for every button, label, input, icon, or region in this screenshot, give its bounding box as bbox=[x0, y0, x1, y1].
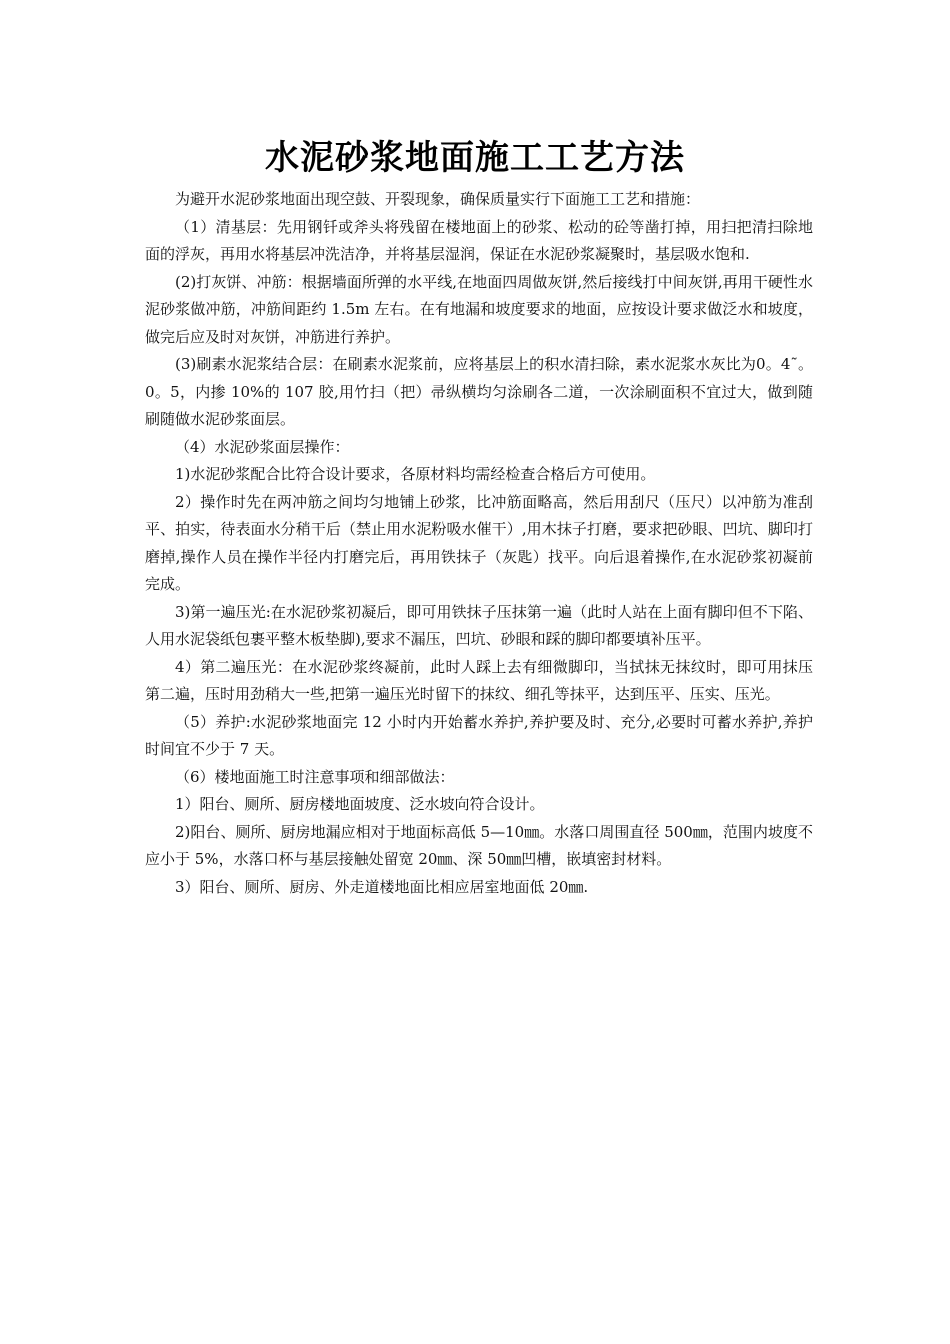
document-body bbox=[145, 186, 813, 901]
paragraph-bonding-layer: (3)刷素水泥浆结合层：在刷素水泥浆前，应将基层上的积水清扫除，素水泥浆水灰比为0。4˜。0。5，内掺 10%的 107 胶,用竹扫（把）帚纵横均匀涂刷各二道，一次涂刷面积不宜过大，做到随刷随做水泥砂浆面层。 bbox=[145, 355, 813, 428]
paragraph-second-troweling: 4）第二遍压光：在水泥砂浆终凝前，此时人踩上去有细微脚印，当拭抹无抹纹时，即可用抹压第二遍，压时用劲稍大一些,把第一遍压光时留下的抹纹、细孔等抹平，达到压平、压实、压光。 bbox=[145, 657, 813, 703]
document-title: 水泥砂浆地面施工工艺方法 bbox=[265, 138, 685, 178]
paragraph-curing: （5）养护:水泥砂浆地面完 12 小时内开始蓄水养护,养护要及时、充分,必要时可蓄水养护,养护时间宜不少于 7 天。 bbox=[145, 712, 813, 758]
paragraph-intro: 为避开水泥砂浆地面出现空鼓、开裂现象，确保质量实行下面施工工艺和措施： bbox=[175, 190, 701, 208]
paragraph-first-troweling: 3)第一遍压光:在水泥砂浆初凝后，即可用铁抹子压抹第一遍（此时人站在上面有脚印但不下陷、人用水泥袋纸包裹平整木板垫脚),要求不漏压，凹坑、砂眼和踩的脚印都要填补压平。 bbox=[145, 602, 813, 648]
paragraph-notes-heading: （6）楼地面施工时注意事项和细部做法： bbox=[175, 767, 455, 786]
paragraph-level-difference: 3）阳台、厕所、厨房、外走道楼地面比相应居室地面低 20㎜. bbox=[175, 877, 589, 896]
paragraph-clean-base: （1）清基层：先用钢钎或斧头将残留在楼地面上的砂浆、松动的砼等凿打掉，用扫把清扫除地面的浮灰，再用水将基层冲洗洁净，并将基层湿润，保证在水泥砂浆凝聚时，基层吸水饱和. bbox=[145, 217, 813, 263]
paragraph-mix-ratio: 1)水泥砂浆配合比符合设计要求，各原材料均需经检查合格后方可使用。 bbox=[175, 465, 656, 483]
paragraph-spreading: 2）操作时先在两冲筋之间均匀地铺上砂浆，比冲筋面略高，然后用刮尺（压尺）以冲筋为准刮平、拍实，待表面水分稍干后（禁止用水泥粉吸水催干）,用木抹子打磨，要求把砂眼、凹坑、脚印打磨掉,操作人员在操作半径内打磨完后，再用铁抹子（灰匙）找平。向后退着操作,在水泥砂浆初凝前完成。 bbox=[145, 492, 813, 593]
paragraph-slope: 1）阳台、厕所、厨房楼地面坡度、泛水坡向符合设计。 bbox=[175, 795, 545, 813]
paragraph-surface-operation-heading: （4）水泥砂浆面层操作： bbox=[175, 437, 350, 456]
paragraph-screed-marks: (2)打灰饼、冲筋：根据墙面所弹的水平线,在地面四周做灰饼,然后接线打中间灰饼,再用干硬性水泥砂浆做冲筋，冲筋间距约 1.5m 左右。在有地漏和坡度要求的地面，应按设计要求做泛水和坡度，做完后应及时对灰饼，冲筋进行养护。 bbox=[145, 272, 813, 346]
paragraph-floor-drain: 2)阳台、厕所、厨房地漏应相对于地面标高低 5—10㎜。水落口周围直径 500㎜，范围内坡度不应小于 5%，水落口杯与基层接触处留宽 20㎜、深 50㎜凹槽，嵌填密封材料。 bbox=[145, 822, 813, 868]
